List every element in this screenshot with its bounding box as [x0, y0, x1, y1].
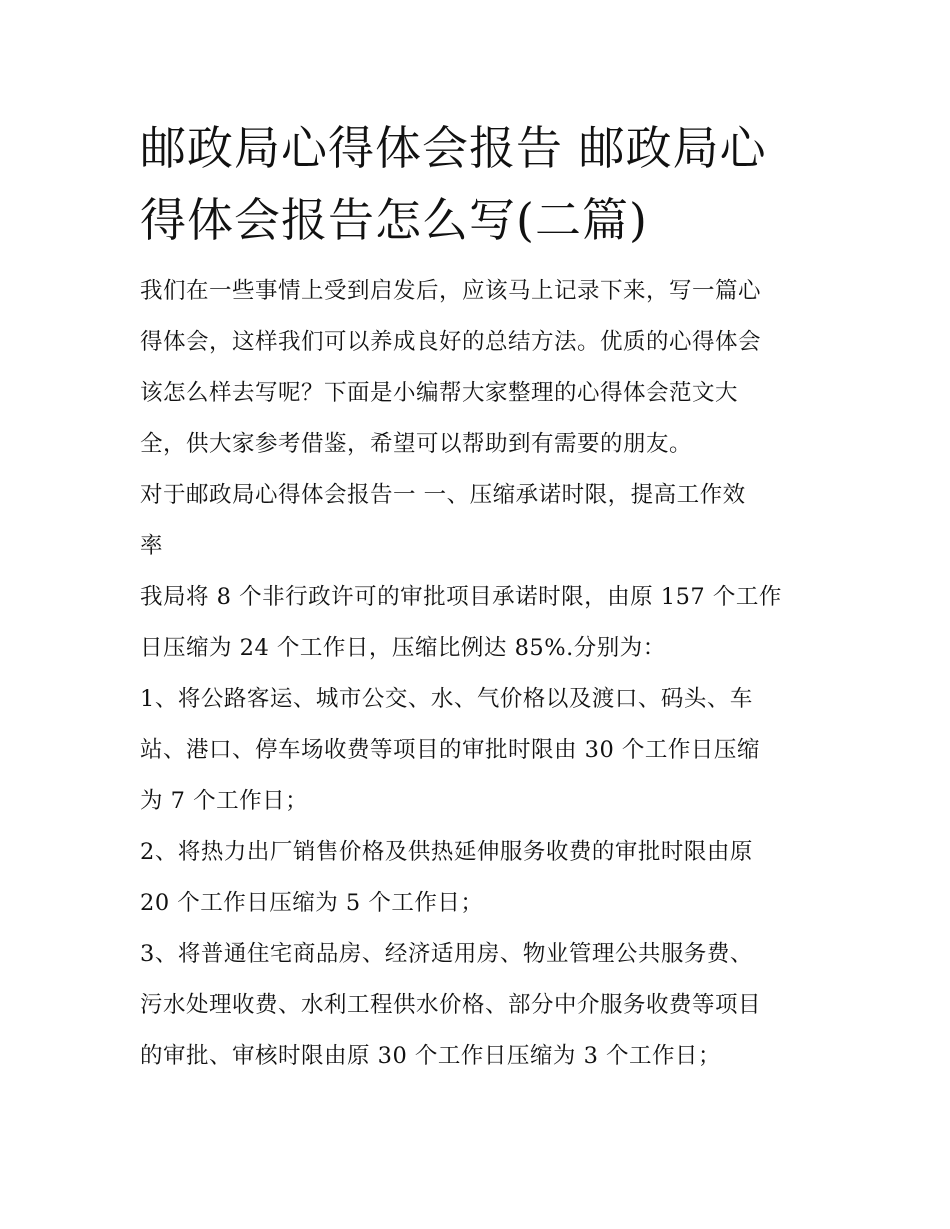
list-item-2: 2、将热力出厂销售价格及供热延伸服务收费的审批时限由原 20 个工作日压缩为 5 个工作日；: [140, 839, 753, 916]
document-body: [140, 112, 820, 1082]
intro-paragraph: 我们在一些事情上受到启发后，应该马上记录下来，写一篇心 得体会，这样我们可以养成良好的总结方法。优质的心得体会 该怎么样去写呢？下面是小编帮大家整理的心得体会范文大 全，供大家参考借鉴，希望可以帮助到有需要的朋友。: [140, 278, 762, 457]
summary-paragraph: 我局将 8 个非行政许可的审批项目承诺时限，由原 157 个工作 日压缩为 24 个工作日，压缩比例达 85%.分别为：: [140, 584, 782, 661]
list-item-3: 3、将普通住宅商品房、经济适用房、物业管理公共服务费、 污水处理收费、水利工程供水价格、部分中介服务收费等项目 的审批、审核时限由原 30 个工作日压缩为 3 个工作日；: [140, 941, 762, 1069]
document-title: 邮政局心得体会报告 邮政局心 得体会报告怎么写(二篇): [140, 121, 767, 247]
list-item-1: 1、将公路客运、城市公交、水、气价格以及渡口、码头、车 站、港口、停车场收费等项目的审批时限由 30 个工作日压缩 为 7 个工作日；: [140, 686, 760, 814]
section-heading: 对于邮政局心得体会报告一 一、压缩承诺时限，提高工作效 率: [140, 482, 746, 559]
